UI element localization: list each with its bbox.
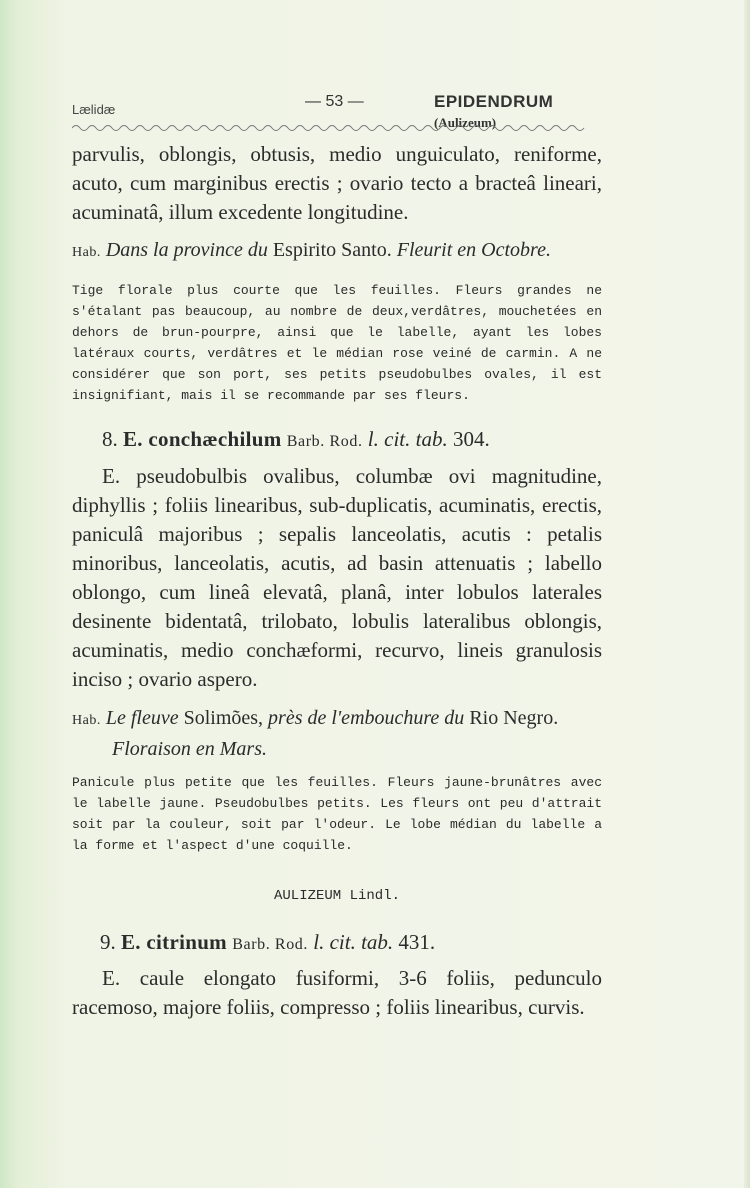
habitat-place: Solimões,	[183, 707, 264, 729]
header-section: (Aulizeum)	[434, 115, 497, 130]
species-author: Barb. Rod.	[286, 433, 363, 450]
habitat-text: Le fleuve	[105, 707, 179, 729]
header-family: Lælidæ	[72, 102, 116, 117]
species-reference: l. cit.	[313, 930, 356, 954]
species-tab-number: 304.	[452, 427, 490, 451]
section-heading: AULIZEUM Lindl.	[273, 888, 401, 904]
french-note-2: Panicule plus petite que les feuilles. Fleurs jaune-brunâtres avec le labelle jaune. Pseudobulbes petits. Les fleurs ont peu d'attrait soit par la couleur, soit par l'odeur. Le lobe médian du labelle a la forme et l'aspect d'une coquille.	[72, 775, 602, 853]
species-name: E. conchæchilum	[123, 427, 282, 451]
habitat-2	[72, 704, 602, 764]
species-tab: tab.	[415, 427, 448, 451]
habitat-place: Espirito Santo.	[272, 239, 392, 261]
running-header	[72, 92, 602, 130]
french-note-1: Tige florale plus courte que les feuilles. Fleurs grandes ne s'étalant pas beaucoup, au nombre de deux,verdâtres, mouchetées en dehors de brun-pourpre, ainsi que le labelle, ayant les lobes latéraux courts, verdâtres et le médian rose veiné de carmin. A ne considérer que son port, ses petits pseudobulbes ovales, il est insignifiant, mais il se recommande par ses fleurs.	[72, 283, 602, 403]
header-genus-title: EPIDENDRUM	[434, 92, 554, 111]
habitat-label: Hab.	[72, 245, 101, 260]
page-edge	[744, 0, 750, 1188]
page-number: — 53 —	[305, 93, 364, 110]
species-author: Barb. Rod.	[232, 936, 308, 953]
habitat-place-2: Rio Negro.	[469, 707, 559, 729]
species-heading-8	[72, 425, 602, 456]
species-reference: l. cit.	[367, 427, 411, 451]
habitat-1	[72, 236, 602, 267]
habitat-label: Hab.	[72, 713, 101, 728]
species-heading-9	[72, 928, 602, 959]
latin-description-2: E. pseudobulbis ovalibus, columbæ ovi magnitudine, diphyllis ; foliis linearibus, sub-duplicatis, acuminatis, erectis, paniculâ majoribus ; sepalis lanceolatis, acutis : petalis minoribus, lanceolatis, acutis, ad basin attenuatis ; labello oblongo, cum lineâ elevatâ, planâ, inter lobulos laterales desinente bidentatâ, trilobato, lobulis lateralibus oblongis, acuminatis, medio conchæformi, recurvo, lineis granulosis inciso ; ovario aspero.	[72, 464, 602, 691]
species-number: 9.	[100, 930, 116, 954]
species-name: E. citrinum	[121, 930, 227, 954]
species-tab-number: 431.	[398, 930, 436, 954]
habitat-flowering: Floraison en Mars.	[112, 738, 267, 760]
latin-description-1: parvulis, oblongis, obtusis, medio unguiculato, reniforme, acuto, cum marginibus erectis ; ovario tecto a bracteâ lineari, acuminatâ, illum excedente longitudine.	[72, 142, 602, 224]
habitat-text: Dans la province du	[105, 239, 268, 261]
header-rule	[72, 118, 602, 132]
habitat-flowering: Fleurit en Octobre.	[396, 239, 551, 261]
habitat-text-2: près de l'embouchure du	[268, 707, 465, 729]
latin-description-3: E. caule elongato fusiformi, 3-6 foliis, pedunculo racemoso, majore foliis, compresso ; foliis linearibus, curvis.	[72, 966, 602, 1019]
species-number: 8.	[102, 427, 118, 451]
species-tab: tab.	[361, 930, 394, 954]
